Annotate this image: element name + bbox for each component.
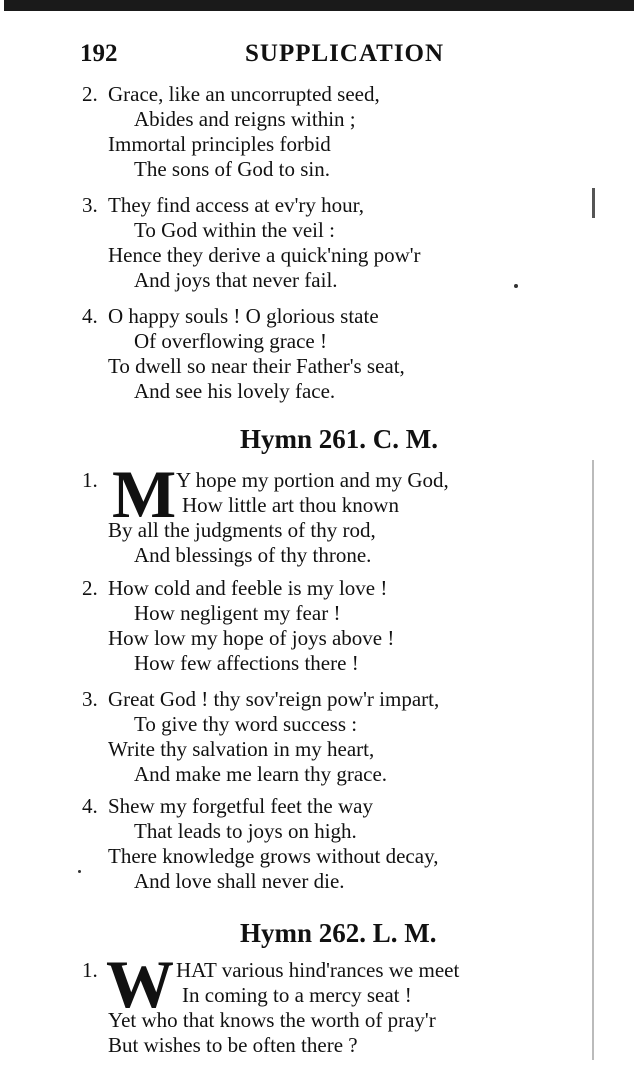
stanza-line: And blessings of thy throne. — [134, 543, 372, 567]
stanza-number: 3. — [82, 193, 98, 217]
hymn-262-title: Hymn 262. L. M. — [240, 918, 437, 948]
stanza-3 — [82, 193, 421, 293]
stanza-line: In coming to a mercy seat ! — [182, 983, 412, 1007]
page-number: 192 — [80, 40, 118, 67]
stanza-number: 2. — [82, 82, 98, 106]
running-title: SUPPLICATION — [245, 40, 445, 67]
stanza-line: 4. Shew my forgetful feet the way — [82, 794, 373, 818]
stanza-line: By all the judgments of thy rod, — [108, 518, 376, 542]
stanza-line: Yet who that knows the worth of pray'r — [108, 1008, 436, 1032]
stanza-line: That leads to joys on high. — [134, 819, 357, 843]
stanza-2 — [82, 82, 380, 182]
stanza-line: Immortal principles forbid — [108, 132, 331, 156]
stanza-line: 2. Grace, like an uncorrupted seed, — [82, 82, 380, 106]
drop-cap: M — [112, 456, 177, 532]
stanza-line: 3. They find access at ev'ry hour, — [82, 193, 365, 217]
stanza-line: Abides and reigns within ; — [134, 107, 356, 131]
stanza-line: And make me learn thy grace. — [134, 762, 388, 786]
stanza-line: How negligent my fear ! — [134, 601, 341, 625]
stanza-line: How little art thou known — [182, 493, 399, 517]
ink-speck — [78, 870, 81, 873]
stanza-line: And joys that never fail. — [134, 268, 338, 292]
stanza-line: Of overflowing grace ! — [134, 329, 327, 353]
drop-cap: W — [106, 946, 174, 1022]
stanza-number: 1. — [82, 468, 98, 492]
stanza-number: 4. — [82, 794, 98, 818]
ink-speck — [514, 284, 518, 288]
stanza-line: And love shall never die. — [134, 869, 345, 893]
hymn-261-stanza-4 — [82, 794, 438, 894]
stanza-line: Hence they derive a quick'ning pow'r — [108, 243, 421, 267]
margin-mark — [592, 188, 595, 218]
stanza-line: 2. How cold and feeble is my love ! — [82, 576, 388, 600]
stanza-line: How low my hope of joys above ! — [108, 626, 395, 650]
stanza-number: 3. — [82, 687, 98, 711]
top-border-rule — [4, 0, 634, 11]
stanza-line: 3. Great God ! thy sov'reign pow'r impart, — [82, 687, 440, 711]
stanza-line: Write thy salvation in my heart, — [108, 737, 375, 761]
hymn-261-title: Hymn 261. C. M. — [240, 424, 438, 454]
stanza-line: And see his lovely face. — [134, 379, 336, 403]
stanza-number: 1. — [82, 958, 98, 982]
stanza-4 — [82, 304, 405, 404]
stanza-line: The sons of God to sin. — [134, 157, 330, 181]
stanza-line: To God within the veil : — [134, 218, 335, 242]
stanza-line: To give thy word success : — [134, 712, 358, 736]
stanza-line: But wishes to be often there ? — [108, 1033, 358, 1057]
stanza-line: To dwell so near their Father's seat, — [108, 354, 405, 378]
stanza-line: There knowledge grows without decay, — [108, 844, 439, 868]
right-margin-rule — [592, 460, 594, 1060]
stanza-line: Y hope my portion and my God, — [176, 468, 449, 492]
hymn-261-stanza-2 — [82, 576, 394, 676]
hymn-261-stanza-3 — [82, 687, 439, 787]
stanza-line: 4. O happy souls ! O glorious state — [82, 304, 379, 328]
stanza-number: 4. — [82, 304, 98, 328]
stanza-number: 2. — [82, 576, 98, 600]
page-header — [80, 40, 540, 74]
stanza-line: HAT various hind'rances we meet — [176, 958, 460, 982]
stanza-line: How few affections there ! — [134, 651, 359, 675]
